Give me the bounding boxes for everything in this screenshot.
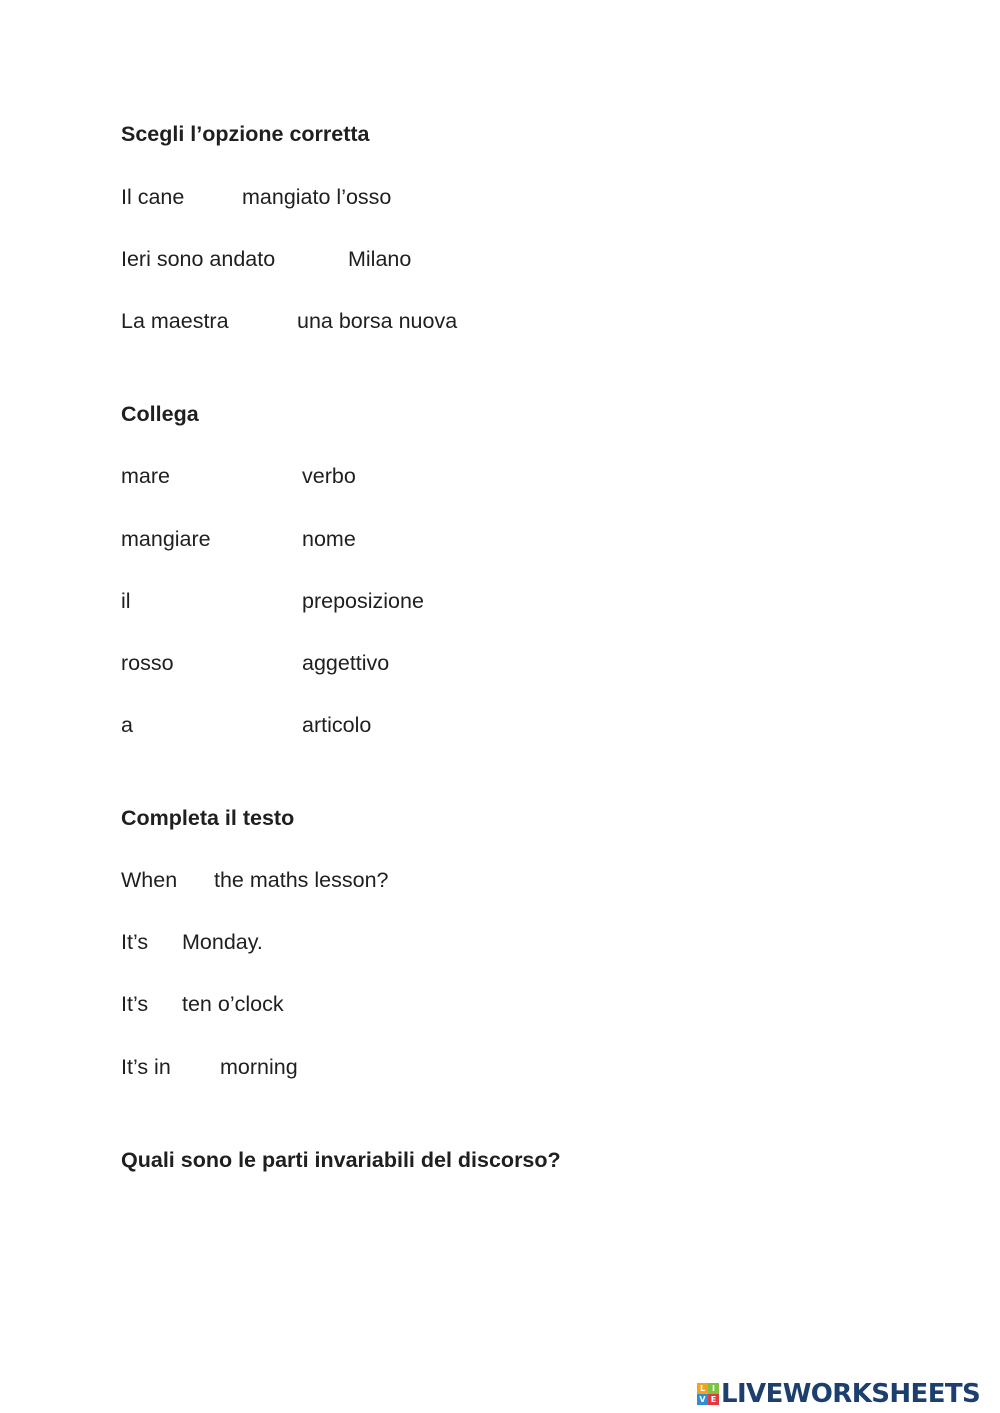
sentence-end: morning: [220, 1055, 298, 1079]
match-category: nome: [302, 527, 356, 551]
liveworksheets-logo-text: LIVEWORKSHEETS: [721, 1379, 981, 1409]
sentence-end: mangiato l’osso: [242, 185, 392, 209]
match-word: mangiare: [121, 527, 211, 551]
match-word: a: [121, 713, 133, 737]
section-heading-domanda: Quali sono le parti invariabili del discorso?: [121, 1148, 561, 1172]
sentence-start: La maestra: [121, 309, 229, 333]
sentence-end: una borsa nuova: [297, 309, 458, 333]
sentence-end: Milano: [348, 247, 412, 271]
logo-letter-e: E: [708, 1394, 719, 1405]
match-category: aggettivo: [302, 651, 390, 675]
liveworksheets-logo-icon: [697, 1383, 719, 1405]
sentence-start: It’s in: [121, 1055, 171, 1079]
sentence-end: ten o’clock: [182, 992, 284, 1016]
section-heading-completa: Completa il testo: [121, 806, 295, 830]
match-category: preposizione: [302, 589, 424, 613]
sentence-start: It’s: [121, 930, 149, 954]
match-word: il: [121, 589, 131, 613]
sentence-start: Ieri sono andato: [121, 247, 276, 271]
match-word: rosso: [121, 651, 174, 675]
liveworksheets-logo: [697, 1380, 980, 1408]
sentence-end: the maths lesson?: [214, 868, 389, 892]
logo-letter-v: V: [697, 1394, 708, 1405]
match-category: verbo: [302, 464, 356, 488]
logo-letter-i: I: [708, 1383, 719, 1394]
section-heading-scegli: Scegli l’opzione corretta: [121, 122, 370, 146]
logo-letter-l: L: [697, 1383, 708, 1394]
sentence-start: Il cane: [121, 185, 185, 209]
sentence-start: It’s: [121, 992, 149, 1016]
sentence-end: Monday.: [182, 930, 263, 954]
section-heading-collega: Collega: [121, 402, 199, 426]
sentence-start: When: [121, 868, 178, 892]
match-word: mare: [121, 464, 170, 488]
match-category: articolo: [302, 713, 372, 737]
